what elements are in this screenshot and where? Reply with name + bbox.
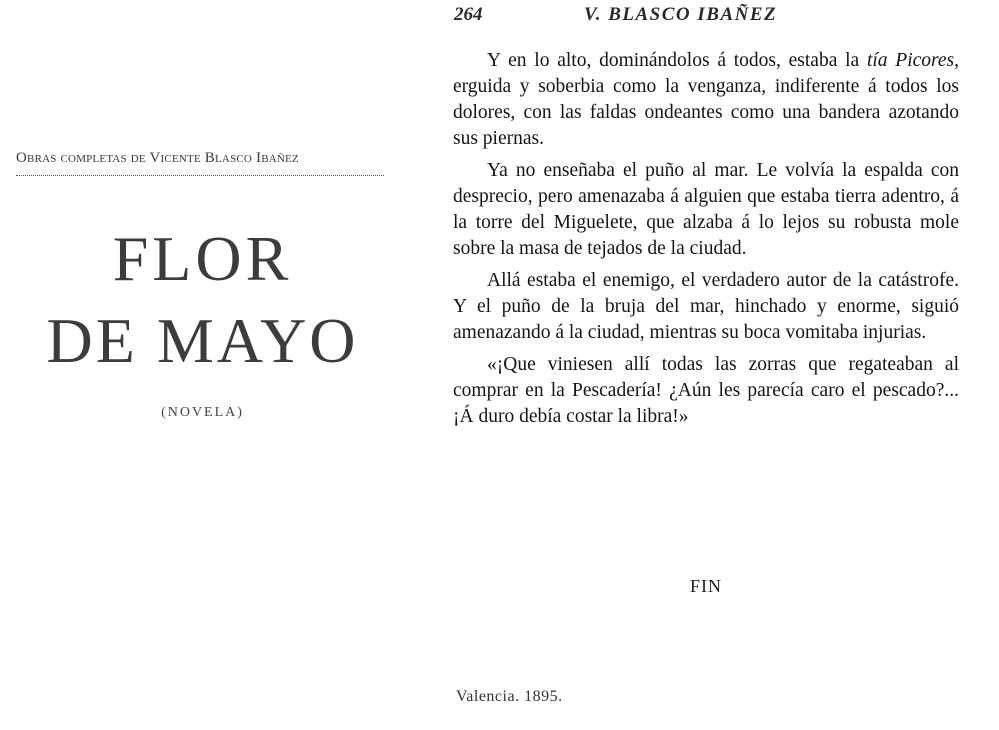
body-text bbox=[453, 48, 959, 436]
text-page bbox=[446, 0, 966, 730]
paragraph-1-end: erguida y soberbia como la venganza, indiferente á todos los dolores, con las faldas ondeantes como una bandera azotando sus piernas. bbox=[453, 76, 959, 149]
running-head-author: V. BLASCO IBAÑEZ bbox=[584, 4, 778, 25]
title-page bbox=[0, 0, 405, 730]
end-mark: FIN bbox=[689, 576, 722, 596]
book-title-line-1: FLOR bbox=[112, 223, 293, 294]
paragraph-1-start: Y en lo alto, dominándolos á todos, estaba la bbox=[487, 50, 867, 71]
dotted-rule bbox=[16, 175, 384, 176]
paragraph-1-italic: tía Picores, bbox=[866, 50, 959, 71]
paragraph-3: Allá estaba el enemigo, el verdadero autor de la catástrofe. Y el puño de la bruja del mar, hinchado y enorme, siguió amenazando á la ciudad, mientras su boca vomitaba injurias. bbox=[453, 270, 959, 343]
page-number: 264 bbox=[454, 4, 483, 25]
place-date: Valencia. 1895. bbox=[456, 688, 563, 705]
genre-subtitle: (NOVELA) bbox=[161, 405, 244, 420]
paragraph-2: Ya no enseñaba el puño al mar. Le volvía la espalda con desprecio, pero amenazaba á alguien que estaba tierra adentro, á la torre del Miguelete, que alzaba á lo lejos su robusta mole sobre la masa de tejados de la ciudad. bbox=[453, 160, 959, 259]
series-title: Obras completas de Vicente Blasco Ibañez bbox=[16, 150, 299, 166]
book-title-line-2: DE MAYO bbox=[46, 305, 359, 376]
paragraph-1 bbox=[453, 48, 959, 152]
paragraph-4: «¡Que viniesen allí todas las zorras que regateaban al comprar en la Pescadería! ¿Aún les parecía caro el pescado?... ¡Á duro debía costar la libra!» bbox=[453, 354, 959, 427]
